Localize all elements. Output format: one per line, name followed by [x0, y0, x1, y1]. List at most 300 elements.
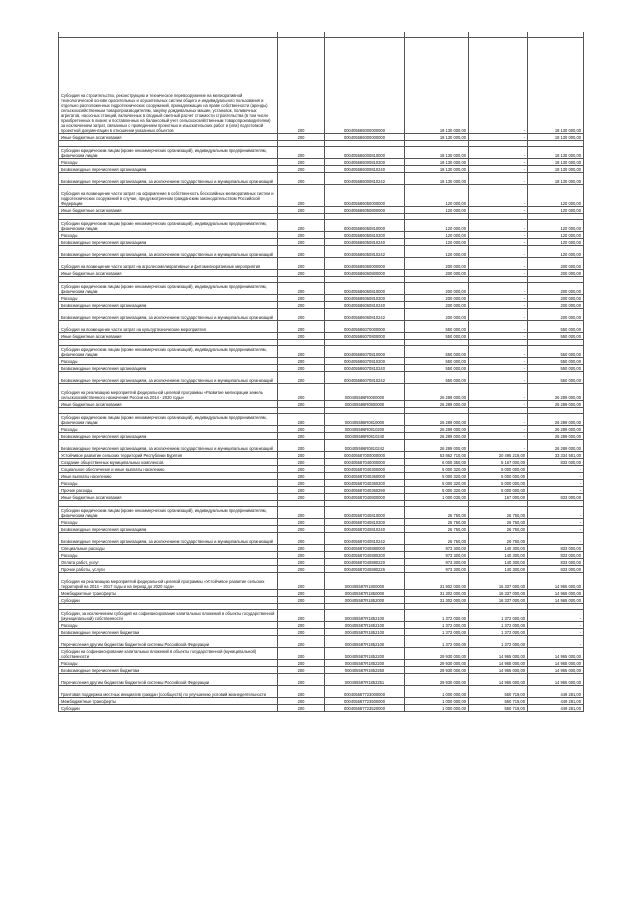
row-classification-code-cell: 000405587R1850000	[325, 590, 405, 597]
table-row	[59, 207, 584, 214]
row-classification-code-cell: 000405587723000000	[325, 686, 405, 698]
unexecuted-amount-cell: 449 281,00	[528, 705, 584, 712]
row-classification-code-cell: 000405586000810240	[325, 166, 405, 173]
row-code-cell: 200	[278, 232, 325, 239]
row-classification-code-cell: 000405586000810200	[325, 159, 405, 166]
row-code-cell: 200	[278, 473, 325, 480]
executed-amount-cell: -	[469, 372, 528, 384]
row-name-cell: Расходы	[59, 358, 278, 365]
unexecuted-amount-cell: 14 965 000,00	[528, 573, 584, 590]
row-name-cell: Межбюджетные трансферты	[59, 698, 278, 705]
unexecuted-amount-cell: 14 965 000,00	[528, 597, 584, 604]
unexecuted-amount-cell: -	[528, 636, 584, 648]
approved-amount-cell: 550 000,00	[405, 321, 469, 333]
row-classification-code-cell: 000405586060810000	[325, 283, 405, 295]
table-row	[59, 283, 584, 295]
row-classification-code-cell: 000405586060810200	[325, 295, 405, 302]
row-name-cell: Иные бюджетные ассигнования	[59, 494, 278, 501]
row-name-cell: Субсидии	[59, 597, 278, 604]
approved-amount-cell: 18 130 000,00	[405, 147, 469, 159]
unexecuted-amount-cell: 26 289 000,00	[528, 401, 584, 408]
row-code-cell: 200	[278, 401, 325, 408]
row-classification-code-cell: 000405587040360200	[325, 480, 405, 487]
unexecuted-amount-cell: 18 130 000,00	[528, 147, 584, 159]
approved-amount-cell: 26 750,00	[405, 507, 469, 519]
row-name-cell: Безвозмездные перечисления организациям	[59, 433, 278, 440]
approved-amount-cell: 973 300,00	[405, 559, 469, 566]
table-row	[59, 667, 584, 674]
unexecuted-amount-cell: 26 289 000,00	[528, 384, 584, 401]
approved-amount-cell: 550 000,00	[405, 358, 469, 365]
executed-amount-cell: -	[469, 414, 528, 426]
unexecuted-amount-cell: 120 000,00	[528, 220, 584, 232]
approved-amount-cell: 200 000,00	[405, 258, 469, 270]
table-row	[59, 440, 584, 452]
table-row	[59, 533, 584, 545]
row-name-cell: Субсидия на возмещение части затрат на культуртехнические мероприятия	[59, 321, 278, 333]
unexecuted-amount-cell: -	[528, 622, 584, 629]
table-row	[59, 258, 584, 270]
row-code-cell: 200	[278, 648, 325, 660]
row-name-cell: Расходы	[59, 519, 278, 526]
approved-amount-cell: 1 372 000,00	[405, 610, 469, 622]
table-row	[59, 295, 584, 302]
approved-amount-cell: 53 862 710,00	[405, 452, 469, 459]
executed-amount-cell: -	[469, 302, 528, 309]
row-name-cell: Субсидия на реализацию мероприятий федеральной целевой программы «Устойчивое развитие сельских территорий на 2014 – 2017 годы и на период до 2020 года»	[59, 573, 278, 590]
unexecuted-amount-cell: 14 965 000,00	[528, 660, 584, 667]
row-name-cell: Безвозмездные перечисления организациям, за исключением государственных и муниципальных организаций	[59, 309, 278, 321]
row-name-cell: Субсидии	[59, 705, 278, 712]
row-name-cell: Иные бюджетные ассигнования	[59, 134, 278, 141]
unexecuted-amount-cell: 120 000,00	[528, 239, 584, 246]
row-code-cell: 200	[278, 258, 325, 270]
executed-amount-cell: 167 000,00	[469, 494, 528, 501]
approved-amount-cell: 200 000,00	[405, 270, 469, 277]
row-code-cell: 200	[278, 573, 325, 590]
table-row	[59, 401, 584, 408]
executed-amount-cell: 26 750,00	[469, 533, 528, 545]
executed-amount-cell: -	[469, 384, 528, 401]
table-row	[59, 526, 584, 533]
executed-amount-cell: -	[469, 321, 528, 333]
row-classification-code-cell: 000405587R1852100	[325, 610, 405, 622]
row-classification-code-cell: 000405586070810240	[325, 365, 405, 372]
table-body	[59, 32, 584, 712]
row-name-cell: Социальное обеспечение и иные выплаты населению	[59, 466, 278, 473]
budget-execution-table	[58, 32, 584, 712]
row-name-cell: Безвозмездные перечисления организациям	[59, 526, 278, 533]
table-row	[59, 270, 584, 277]
table-row	[59, 507, 584, 519]
row-code-cell: 200	[278, 533, 325, 545]
row-code-cell: 200	[278, 414, 325, 426]
executed-amount-cell: 5 167 000,00	[469, 459, 528, 466]
row-code-cell: 200	[278, 38, 325, 134]
approved-amount-cell: 31 302 000,00	[405, 590, 469, 597]
executed-amount-cell: -	[469, 166, 528, 173]
row-code-cell: 200	[278, 321, 325, 333]
unexecuted-amount-cell: -	[528, 487, 584, 494]
row-name-cell: Безвозмездные перечисления бюджетам	[59, 629, 278, 636]
table-row	[59, 346, 584, 358]
approved-amount-cell: 1 000 000,00	[405, 686, 469, 698]
row-code-cell: 200	[278, 270, 325, 277]
row-name-cell: Межбюджетные трансферты	[59, 590, 278, 597]
row-code-cell: 200	[278, 487, 325, 494]
row-code-cell: 200	[278, 660, 325, 667]
table-row	[59, 372, 584, 384]
row-name-cell: Расходы	[59, 552, 278, 559]
table-row	[59, 358, 584, 365]
table-row	[59, 309, 584, 321]
approved-amount-cell: 18 130 000,00	[405, 134, 469, 141]
unexecuted-amount-cell: 550 000,00	[528, 333, 584, 340]
row-name-cell: Прочие расходы	[59, 487, 278, 494]
approved-amount-cell: 26 289 000,00	[405, 384, 469, 401]
row-code-cell: 200	[278, 159, 325, 166]
table-row	[59, 246, 584, 258]
row-code-cell: 200	[278, 507, 325, 519]
row-classification-code-cell: 000405586R0800000	[325, 401, 405, 408]
row-name-cell: Субсидия на реализацию мероприятий федеральной целевой программы «Развитие мелиорации земель сельскохозяйственного назначения России на 2014 - 2020 годы»	[59, 384, 278, 401]
table-row	[59, 610, 584, 622]
executed-amount-cell: -	[469, 295, 528, 302]
table-row	[59, 173, 584, 185]
table-row	[59, 220, 584, 232]
row-code-cell: 200	[278, 519, 325, 526]
approved-amount-cell: 1 000 000,00	[405, 698, 469, 705]
executed-amount-cell: 140 300,00	[469, 545, 528, 552]
table-row	[59, 147, 584, 159]
row-code-cell: 200	[278, 552, 325, 559]
approved-amount-cell: 26 750,00	[405, 526, 469, 533]
table-row	[59, 545, 584, 552]
executed-amount-cell: 16 337 000,00	[469, 590, 528, 597]
row-name-cell: Субсидии юридическим лицам (кроме некоммерческих организаций), индивидуальным предпринимателям, физическим лицам	[59, 507, 278, 519]
row-name-cell: Безвозмездные перечисления организациям	[59, 166, 278, 173]
table-row	[59, 674, 584, 686]
table-row	[59, 134, 584, 141]
unexecuted-amount-cell: 833 000,00	[528, 566, 584, 573]
approved-amount-cell: 200 000,00	[405, 295, 469, 302]
executed-amount-cell: -	[469, 270, 528, 277]
approved-amount-cell: 550 000,00	[405, 372, 469, 384]
unexecuted-amount-cell: 200 000,00	[528, 302, 584, 309]
executed-amount-cell: -	[469, 246, 528, 258]
row-classification-code-cell: 000405586000000000	[325, 38, 405, 134]
row-classification-code-cell: 000405586070810200	[325, 358, 405, 365]
row-code-cell: 200	[278, 622, 325, 629]
unexecuted-amount-cell: -	[528, 519, 584, 526]
row-classification-code-cell: 000405586000810000	[325, 147, 405, 159]
row-classification-code-cell: 000405587040360290	[325, 487, 405, 494]
table-row	[59, 559, 584, 566]
unexecuted-amount-cell: 833 000,00	[528, 494, 584, 501]
executed-amount-cell: -	[469, 401, 528, 408]
approved-amount-cell: 18 130 000,00	[405, 166, 469, 173]
row-code-cell: 200	[278, 466, 325, 473]
executed-amount-cell: 26 750,00	[469, 526, 528, 533]
executed-amount-cell: 550 719,00	[469, 705, 528, 712]
approved-amount-cell: 1 000 030,00	[405, 494, 469, 501]
row-code-cell: 200	[278, 283, 325, 295]
unexecuted-amount-cell: 550 000,00	[528, 321, 584, 333]
unexecuted-amount-cell: 833 000,00	[528, 545, 584, 552]
approved-amount-cell: 120 000,00	[405, 207, 469, 214]
row-classification-code-cell: 000405586050810000	[325, 220, 405, 232]
executed-amount-cell: -	[469, 159, 528, 166]
row-name-cell: Субсидии юридическим лицам (кроме некоммерческих организаций), индивидуальным предпринимателям, физическим лицам	[59, 283, 278, 295]
approved-amount-cell: 18 130 000,00	[405, 159, 469, 166]
executed-amount-cell: 550 719,00	[469, 686, 528, 698]
unexecuted-amount-cell: -	[528, 610, 584, 622]
row-classification-code-cell: 000405586070000000	[325, 321, 405, 333]
approved-amount-cell: 120 000,00	[405, 185, 469, 207]
executed-amount-cell: 14 965 000,00	[469, 674, 528, 686]
approved-amount-cell: 5 000 320,00	[405, 466, 469, 473]
table-row	[59, 494, 584, 501]
row-name-cell: Создание общественных муниципальных комплексов	[59, 459, 278, 466]
executed-amount-cell: 20 495 219,00	[469, 452, 528, 459]
table-row	[59, 487, 584, 494]
row-classification-code-cell: 000405586000810242	[325, 173, 405, 185]
row-name-cell: Безвозмездные перечисления организациям, за исключением государственных и муниципальных организаций	[59, 372, 278, 384]
approved-amount-cell: 973 300,00	[405, 552, 469, 559]
approved-amount-cell: 6 000 350,00	[405, 459, 469, 466]
row-code-cell: 200	[278, 309, 325, 321]
row-classification-code-cell: 000405587R1852200	[325, 648, 405, 660]
row-name-cell: Специальные расходы	[59, 545, 278, 552]
unexecuted-amount-cell: 18 130 000,00	[528, 134, 584, 141]
row-classification-code-cell: 000405587040810200	[325, 519, 405, 526]
approved-amount-cell: 550 000,00	[405, 333, 469, 340]
approved-amount-cell: 550 000,00	[405, 346, 469, 358]
approved-amount-cell: 18 130 000,00	[405, 38, 469, 134]
row-name-cell: Субсидии юридическим лицам (кроме некоммерческих организаций), индивидуальным предпринимателям, физическим лицам	[59, 346, 278, 358]
executed-amount-cell: 5 000 000,00	[469, 480, 528, 487]
row-classification-code-cell: 000405587040880000	[325, 545, 405, 552]
row-classification-code-cell: 000405587040360000	[325, 473, 405, 480]
executed-amount-cell: 14 965 000,00	[469, 660, 528, 667]
approved-amount-cell: 5 000 320,00	[405, 480, 469, 487]
row-name-cell: Безвозмездные перечисления организациям, за исключением государственных и муниципальных организаций	[59, 173, 278, 185]
executed-amount-cell: 550 719,00	[469, 698, 528, 705]
executed-amount-cell: -	[469, 207, 528, 214]
row-code-cell: 200	[278, 302, 325, 309]
table-row	[59, 321, 584, 333]
row-code-cell: 200	[278, 295, 325, 302]
approved-amount-cell: 18 130 000,00	[405, 173, 469, 185]
table-row	[59, 480, 584, 487]
table-row	[59, 466, 584, 473]
executed-amount-cell: 1 372 000,00	[469, 629, 528, 636]
approved-amount-cell: 1 372 000,00	[405, 622, 469, 629]
unexecuted-amount-cell: -	[528, 507, 584, 519]
approved-amount-cell: 26 289 000,00	[405, 440, 469, 452]
row-classification-code-cell: 000405587R1852100	[325, 629, 405, 636]
row-name-cell: Иные бюджетные ассигнования	[59, 270, 278, 277]
executed-amount-cell: -	[469, 258, 528, 270]
row-classification-code-cell: 000405586070810242	[325, 372, 405, 384]
table-row	[59, 590, 584, 597]
row-name-cell: Субсидия на строительство, реконструкцию и техническое перевооружение на мелиоративной технологической основе оросительных и осушительных систем общего и индивидуального пользования и отдельно расположенных гидротехнических сооружений, принадлежащих на праве собственности (аренды) сельскохозяйственным товаропроизводителям, закупку дождевальных машин, установок, поливочных агрегатов, насосных станций, включенных в сводный сметный расчет стоимости строительства (в том числе приобретенных в лизинг и поставленных на балансовый учет сельскохозяйственным товаропроизводителем) за исключением затрат, связанных с проведением проектных и изыскательских работ и (или) подготовкой проектной документации в отношении указанных объектов	[59, 38, 278, 134]
approved-amount-cell: 26 289 000,00	[405, 426, 469, 433]
unexecuted-amount-cell: 14 965 000,00	[528, 667, 584, 674]
row-code-cell: 200	[278, 494, 325, 501]
row-code-cell: 200	[278, 705, 325, 712]
executed-amount-cell: 26 750,00	[469, 519, 528, 526]
row-classification-code-cell: 000405587040880226	[325, 566, 405, 573]
row-classification-code-cell: 000405587040000000	[325, 459, 405, 466]
executed-amount-cell: -	[469, 185, 528, 207]
row-classification-code-cell: 000405586070810000	[325, 346, 405, 358]
table-row	[59, 686, 584, 698]
row-code-cell: 200	[278, 173, 325, 185]
unexecuted-amount-cell: 120 000,00	[528, 232, 584, 239]
row-code-cell: 200	[278, 545, 325, 552]
table-row	[59, 232, 584, 239]
unexecuted-amount-cell: -	[528, 526, 584, 533]
executed-amount-cell: -	[469, 220, 528, 232]
table-row	[59, 433, 584, 440]
row-code-cell: 200	[278, 597, 325, 604]
executed-amount-cell: -	[469, 358, 528, 365]
row-classification-code-cell: 000405587R1852251	[325, 674, 405, 686]
approved-amount-cell: 973 300,00	[405, 545, 469, 552]
row-code-cell: 200	[278, 566, 325, 573]
approved-amount-cell: 31 902 000,00	[405, 573, 469, 590]
executed-amount-cell: 26 750,00	[469, 507, 528, 519]
executed-amount-cell: -	[469, 283, 528, 295]
unexecuted-amount-cell: 26 289 000,00	[528, 433, 584, 440]
row-code-cell: 200	[278, 207, 325, 214]
approved-amount-cell: 26 289 000,00	[405, 414, 469, 426]
unexecuted-amount-cell: 26 289 000,00	[528, 440, 584, 452]
approved-amount-cell: 120 000,00	[405, 232, 469, 239]
table-row	[59, 519, 584, 526]
row-name-cell: Расходы	[59, 295, 278, 302]
approved-amount-cell: 26 289 000,00	[405, 433, 469, 440]
table-row	[59, 333, 584, 340]
row-name-cell: Безвозмездные перечисления организациям	[59, 302, 278, 309]
approved-amount-cell: 26 750,00	[405, 533, 469, 545]
table-row	[59, 473, 584, 480]
executed-amount-cell: -	[469, 239, 528, 246]
row-code-cell: 200	[278, 134, 325, 141]
table-row	[59, 552, 584, 559]
executed-amount-cell: 1 372 000,00	[469, 610, 528, 622]
unexecuted-amount-cell: -	[528, 480, 584, 487]
row-name-cell: Расходы	[59, 480, 278, 487]
row-name-cell: Расходы	[59, 660, 278, 667]
table-row	[59, 452, 584, 459]
executed-amount-cell: 140 300,00	[469, 559, 528, 566]
row-classification-code-cell: 000405586050000000	[325, 185, 405, 207]
unexecuted-amount-cell: 550 000,00	[528, 346, 584, 358]
approved-amount-cell: 200 000,00	[405, 309, 469, 321]
executed-amount-cell: -	[469, 426, 528, 433]
executed-amount-cell: 14 965 000,00	[469, 648, 528, 660]
row-code-cell: 200	[278, 674, 325, 686]
unexecuted-amount-cell: 18 130 000,00	[528, 173, 584, 185]
executed-amount-cell: -	[469, 134, 528, 141]
approved-amount-cell: 29 930 000,00	[405, 660, 469, 667]
unexecuted-amount-cell: -	[528, 629, 584, 636]
executed-amount-cell: -	[469, 440, 528, 452]
approved-amount-cell: 29 930 000,00	[405, 667, 469, 674]
table-row	[59, 166, 584, 173]
unexecuted-amount-cell: 14 965 000,00	[528, 590, 584, 597]
unexecuted-amount-cell: 200 000,00	[528, 258, 584, 270]
row-code-cell: 200	[278, 590, 325, 597]
table-row	[59, 573, 584, 590]
approved-amount-cell: 5 000 320,00	[405, 473, 469, 480]
row-code-cell: 200	[278, 698, 325, 705]
table-row	[59, 648, 584, 660]
row-classification-code-cell: 000405586R0810000	[325, 414, 405, 426]
row-code-cell: 200	[278, 220, 325, 232]
row-code-cell: 200	[278, 559, 325, 566]
row-code-cell: 200	[278, 358, 325, 365]
unexecuted-amount-cell: 26 289 000,00	[528, 426, 584, 433]
approved-amount-cell: 26 750,00	[405, 519, 469, 526]
executed-amount-cell: 1 372 000,00	[469, 636, 528, 648]
unexecuted-amount-cell: 33 334 581,00	[528, 452, 584, 459]
unexecuted-amount-cell: 833 000,00	[528, 459, 584, 466]
unexecuted-amount-cell: 120 000,00	[528, 246, 584, 258]
row-name-cell: Безвозмездные перечисления организациям	[59, 239, 278, 246]
executed-amount-cell: -	[469, 232, 528, 239]
unexecuted-amount-cell: 14 965 000,00	[528, 674, 584, 686]
row-classification-code-cell: 000405587R1852100	[325, 622, 405, 629]
table-row	[59, 705, 584, 712]
row-classification-code-cell: 000405587040880200	[325, 552, 405, 559]
table-row	[59, 159, 584, 166]
executed-amount-cell: 14 965 000,00	[469, 667, 528, 674]
executed-amount-cell: 16 337 000,00	[469, 573, 528, 590]
row-name-cell: Расходы	[59, 232, 278, 239]
row-code-cell: 200	[278, 147, 325, 159]
row-classification-code-cell: 000405586050810240	[325, 239, 405, 246]
row-code-cell: 200	[278, 346, 325, 358]
row-name-cell: Субсидии на софинансирование капитальных вложений в объекты государственной (муниципальной) собственности	[59, 648, 278, 660]
approved-amount-cell: 1 000 000,00	[405, 705, 469, 712]
row-code-cell: 200	[278, 372, 325, 384]
row-name-cell: Расходы	[59, 426, 278, 433]
approved-amount-cell: 26 289 000,00	[405, 401, 469, 408]
row-name-cell: Перечисления другим бюджетам бюджетной системы Российской Федерации	[59, 636, 278, 648]
row-classification-code-cell: 000405587R1852100	[325, 636, 405, 648]
table-row	[59, 622, 584, 629]
row-classification-code-cell: 000405587R1852200	[325, 660, 405, 667]
row-name-cell: Прочие работы, услуги	[59, 566, 278, 573]
row-code-cell: 200	[278, 610, 325, 622]
row-name-cell: Безвозмездные перечисления организациям, за исключением государственных и муниципальных организаций	[59, 246, 278, 258]
executed-amount-cell: 140 300,00	[469, 566, 528, 573]
row-code-cell: 200	[278, 452, 325, 459]
unexecuted-amount-cell: -	[528, 473, 584, 480]
row-name-cell: Иные выплаты населению	[59, 473, 278, 480]
approved-amount-cell: 5 000 320,00	[405, 487, 469, 494]
row-classification-code-cell: 000405587723500000	[325, 698, 405, 705]
table-row	[59, 629, 584, 636]
row-classification-code-cell: 000405587000000000	[325, 452, 405, 459]
table-row	[59, 566, 584, 573]
row-classification-code-cell: 000405586070800000	[325, 333, 405, 340]
unexecuted-amount-cell: 14 965 000,00	[528, 648, 584, 660]
row-name-cell: Перечисления другим бюджетам бюджетной системы Российской Федерации	[59, 674, 278, 686]
